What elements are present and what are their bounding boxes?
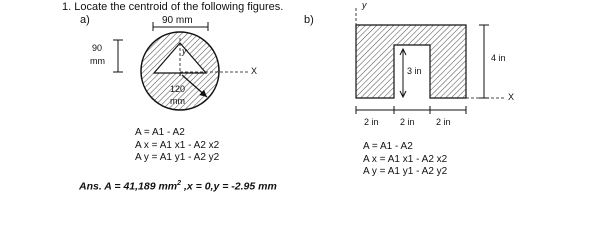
- equation-a-1: A = A1 - A2: [135, 127, 185, 138]
- equation-b-2: A x = A1 x1 - A2 x2: [363, 153, 448, 165]
- bottom-dimension-label-2: 2 in: [400, 117, 415, 127]
- radius-label-1: 120: [170, 84, 186, 94]
- bottom-dimension-label-1: 2 in: [364, 117, 379, 127]
- equation-a-2: A x = A1 x1 - A2 x2: [135, 139, 220, 151]
- hatched-u-shape: [356, 25, 466, 98]
- right-dimension-label: 4 in: [491, 53, 506, 63]
- radius-label-2: mm: [170, 96, 185, 106]
- bottom-dimension: [356, 106, 466, 114]
- x-axis-b-label: X: [508, 92, 515, 102]
- equation-a-3: A y = A1 y1 - A2 y2: [135, 152, 220, 163]
- figure-a-equations: [135, 127, 219, 165]
- x-axis-a-label: X: [251, 66, 258, 76]
- problem-title: 1. Locate the centroid of the following figures.: [62, 1, 284, 13]
- answer-superscript: 2: [177, 180, 182, 187]
- y-axis-b-label: y: [362, 0, 367, 10]
- figure-b-equations: [363, 141, 447, 179]
- inner-dimension-label: 3 in: [407, 66, 422, 76]
- bottom-dimension-label-3: 2 in: [436, 117, 451, 127]
- right-dimension: [479, 25, 489, 98]
- left-dimension-label-2: mm: [90, 56, 105, 66]
- figure-a-answer: [79, 180, 277, 193]
- top-dimension-label: 90 mm: [162, 15, 193, 26]
- figure-b-label: b): [304, 14, 314, 26]
- answer-prefix: Ans. A = 41,189 mm: [79, 180, 178, 193]
- figure-a-label: a): [80, 14, 90, 26]
- left-dimension: [113, 40, 123, 72]
- equation-b-1: A = A1 - A2: [363, 141, 413, 152]
- y-axis-a-label: y: [182, 46, 187, 56]
- equation-b-3: A y = A1 y1 - A2 y2: [363, 166, 448, 177]
- answer-suffix: ,x = 0,y = -2.95 mm: [181, 180, 277, 193]
- left-dimension-label-1: 90: [92, 43, 103, 53]
